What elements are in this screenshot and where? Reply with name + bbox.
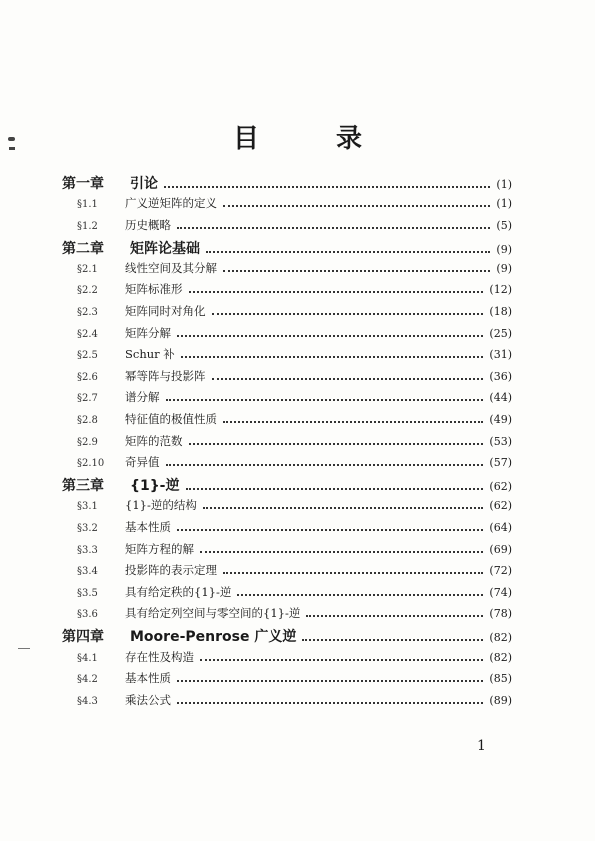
leader-dots xyxy=(203,496,484,510)
toc-entry-number: §3.5 xyxy=(77,587,98,599)
toc-entry-title: 幂等阵与投影阵 xyxy=(125,368,206,383)
toc-entry-title: 具有给定秩的{1}-逆 xyxy=(125,584,232,599)
toc-entry-number: 第四章 xyxy=(62,629,104,646)
toc-section-row[interactable] xyxy=(62,431,512,453)
toc-chapter-row[interactable] xyxy=(62,474,512,496)
leader-dots xyxy=(177,669,483,683)
leader-dots xyxy=(212,366,484,380)
toc-entry-title: 投影阵的表示定理 xyxy=(125,563,217,578)
toc-entry-number: §2.6 xyxy=(77,371,98,383)
toc-entry-title: 谱分解 xyxy=(125,390,160,405)
leader-dots xyxy=(223,410,483,424)
leader-dots xyxy=(212,302,484,316)
toc-entry-number: §4.2 xyxy=(77,674,98,686)
toc-entry-title: 矩阵的范数 xyxy=(125,433,183,448)
toc-entry-number: §2.9 xyxy=(77,436,98,448)
toc-entry-page: (44) xyxy=(489,391,512,405)
toc-entry-page: (74) xyxy=(489,585,512,599)
toc-entry-number: §3.3 xyxy=(77,544,98,556)
toc-entry-page: (18) xyxy=(489,305,512,319)
toc-entry-number: §2.5 xyxy=(77,350,98,362)
toc-section-row[interactable] xyxy=(62,258,512,280)
toc-chapter-row[interactable] xyxy=(62,237,512,259)
toc-section-row[interactable] xyxy=(62,388,512,410)
toc-section-row[interactable] xyxy=(62,582,512,604)
toc-entry-page: (1) xyxy=(496,197,512,211)
leader-dots xyxy=(200,539,483,553)
toc-entry-page: (89) xyxy=(489,693,512,707)
toc-entry-title: 乘法公式 xyxy=(125,692,171,707)
leader-dots xyxy=(189,280,484,294)
toc-entry-title: 基本性质 xyxy=(125,520,171,534)
toc-section-row[interactable] xyxy=(62,302,512,324)
leader-dots xyxy=(177,690,483,704)
toc-entry-page: (25) xyxy=(489,326,512,340)
leader-dots xyxy=(206,237,490,253)
toc-entry-number: §3.2 xyxy=(77,523,98,534)
toc-section-row[interactable] xyxy=(62,561,512,583)
toc-entry-title: 历史概略 xyxy=(125,217,171,232)
toc-entry-number: §2.1 xyxy=(77,263,98,275)
toc-entry-number: §3.1 xyxy=(77,501,98,513)
toc-entry-title: 矩阵方程的解 xyxy=(125,541,194,556)
leader-dots xyxy=(189,431,484,445)
toc-entry-page: (9) xyxy=(496,242,512,256)
leader-dots xyxy=(166,388,484,402)
leader-dots xyxy=(223,561,483,575)
toc-section-row[interactable] xyxy=(62,410,512,432)
toc-entry-page: (85) xyxy=(489,672,512,686)
scan-mark xyxy=(8,137,15,141)
toc-entry-title: 具有给定列空间与零空间的{1}-逆 xyxy=(125,606,301,621)
scan-mark xyxy=(18,648,30,649)
toc-entry-number: 第一章 xyxy=(62,176,104,192)
toc-entry-number: 第二章 xyxy=(62,240,104,257)
toc-section-row[interactable] xyxy=(62,323,512,345)
toc-section-row[interactable] xyxy=(62,690,512,712)
toc-chapter-row[interactable] xyxy=(62,172,512,194)
leader-dots xyxy=(166,453,484,467)
toc-entry-page: (82) xyxy=(489,631,512,645)
toc-section-row[interactable] xyxy=(62,539,512,561)
toc-section-row[interactable] xyxy=(62,215,512,237)
toc-entry-title: 特征值的极值性质 xyxy=(125,412,217,427)
leader-dots xyxy=(223,194,490,208)
leader-dots xyxy=(181,345,484,359)
toc-entry-title: Moore-Penrose 广义逆 xyxy=(130,629,297,646)
leader-dots xyxy=(177,518,483,532)
page-number: 1 xyxy=(477,738,486,754)
toc-entry-page: (9) xyxy=(496,261,512,275)
toc-entry-page: (72) xyxy=(489,564,512,578)
toc-entry-title: 矩阵同时对角化 xyxy=(125,304,206,319)
page-title: 目 录 xyxy=(232,124,397,154)
leader-dots xyxy=(177,323,483,337)
toc-entry-page: (62) xyxy=(489,499,512,513)
toc-entry-page: (36) xyxy=(489,369,512,383)
toc-entry-title: 矩阵分解 xyxy=(125,325,171,340)
toc-entry-title: 引论 xyxy=(130,176,158,192)
scan-mark xyxy=(9,147,15,150)
leader-dots xyxy=(177,215,490,229)
toc-entry-number: §4.1 xyxy=(77,652,98,664)
toc-entry-number: §2.4 xyxy=(77,328,98,340)
toc-entry-page: (69) xyxy=(489,542,512,556)
toc-entry-page: (5) xyxy=(496,218,512,232)
toc-section-row[interactable] xyxy=(62,194,512,216)
leader-dots xyxy=(186,474,484,490)
toc-entry-page: (1) xyxy=(496,178,512,191)
toc-entry-number: §2.7 xyxy=(77,393,98,405)
toc-entry-title: 奇异值 xyxy=(125,455,160,470)
toc-entry-number: §2.10 xyxy=(77,458,105,470)
toc-section-row[interactable] xyxy=(62,366,512,388)
toc-entry-number: §3.4 xyxy=(77,566,98,578)
toc-entry-number: §3.6 xyxy=(77,609,98,621)
toc-entry-title: 基本性质 xyxy=(125,671,171,686)
leader-dots xyxy=(306,604,483,618)
toc-chapter-row[interactable] xyxy=(62,625,512,647)
toc-section-row[interactable] xyxy=(62,669,512,691)
toc-entry-page: (12) xyxy=(489,283,512,297)
toc-entry-number: §4.3 xyxy=(77,695,98,707)
leader-dots xyxy=(237,582,483,596)
toc-entry-page: (82) xyxy=(489,650,512,664)
toc-entry-number: §2.8 xyxy=(77,415,98,427)
toc-entry-title: {1}-逆的结构 xyxy=(125,498,197,513)
leader-dots xyxy=(200,647,483,661)
leader-dots xyxy=(164,172,490,188)
toc-entry-number: §1.1 xyxy=(77,199,98,211)
toc-entry-page: (49) xyxy=(489,413,512,427)
toc-entry-title: {1}-逆 xyxy=(130,478,180,495)
leader-dots xyxy=(223,258,490,272)
toc-entry-title: 矩阵标准形 xyxy=(125,282,183,297)
toc-entry-number: §2.2 xyxy=(77,285,98,297)
toc-section-row[interactable] xyxy=(62,496,512,518)
toc-entry-number: §1.2 xyxy=(77,220,98,232)
toc-entry-page: (53) xyxy=(489,434,512,448)
toc-entry-title: 矩阵论基础 xyxy=(130,240,200,257)
toc-entry-page: (62) xyxy=(489,480,512,494)
toc-entry-page: (78) xyxy=(489,607,512,621)
toc-section-row[interactable] xyxy=(62,345,512,367)
toc-section-row[interactable] xyxy=(62,604,512,626)
toc-entry-number: §2.3 xyxy=(77,307,98,319)
toc-entry-page: (64) xyxy=(489,521,512,534)
toc-section-row[interactable] xyxy=(62,280,512,302)
toc-entry-title: 线性空间及其分解 xyxy=(125,260,217,275)
leader-dots xyxy=(302,625,483,641)
toc-section-row[interactable] xyxy=(62,453,512,475)
toc-entry-title: Schur 补 xyxy=(125,347,175,362)
toc-entry-number: 第三章 xyxy=(62,478,104,495)
toc-entry-page: (57) xyxy=(489,456,512,470)
toc-entry-title: 存在性及构造 xyxy=(125,649,194,664)
toc-section-row[interactable] xyxy=(62,647,512,669)
toc-section-row[interactable] xyxy=(62,518,512,540)
toc-entry-title: 广义逆矩阵的定义 xyxy=(125,196,217,211)
toc-entry-page: (31) xyxy=(489,348,512,362)
table-of-contents xyxy=(62,172,512,712)
